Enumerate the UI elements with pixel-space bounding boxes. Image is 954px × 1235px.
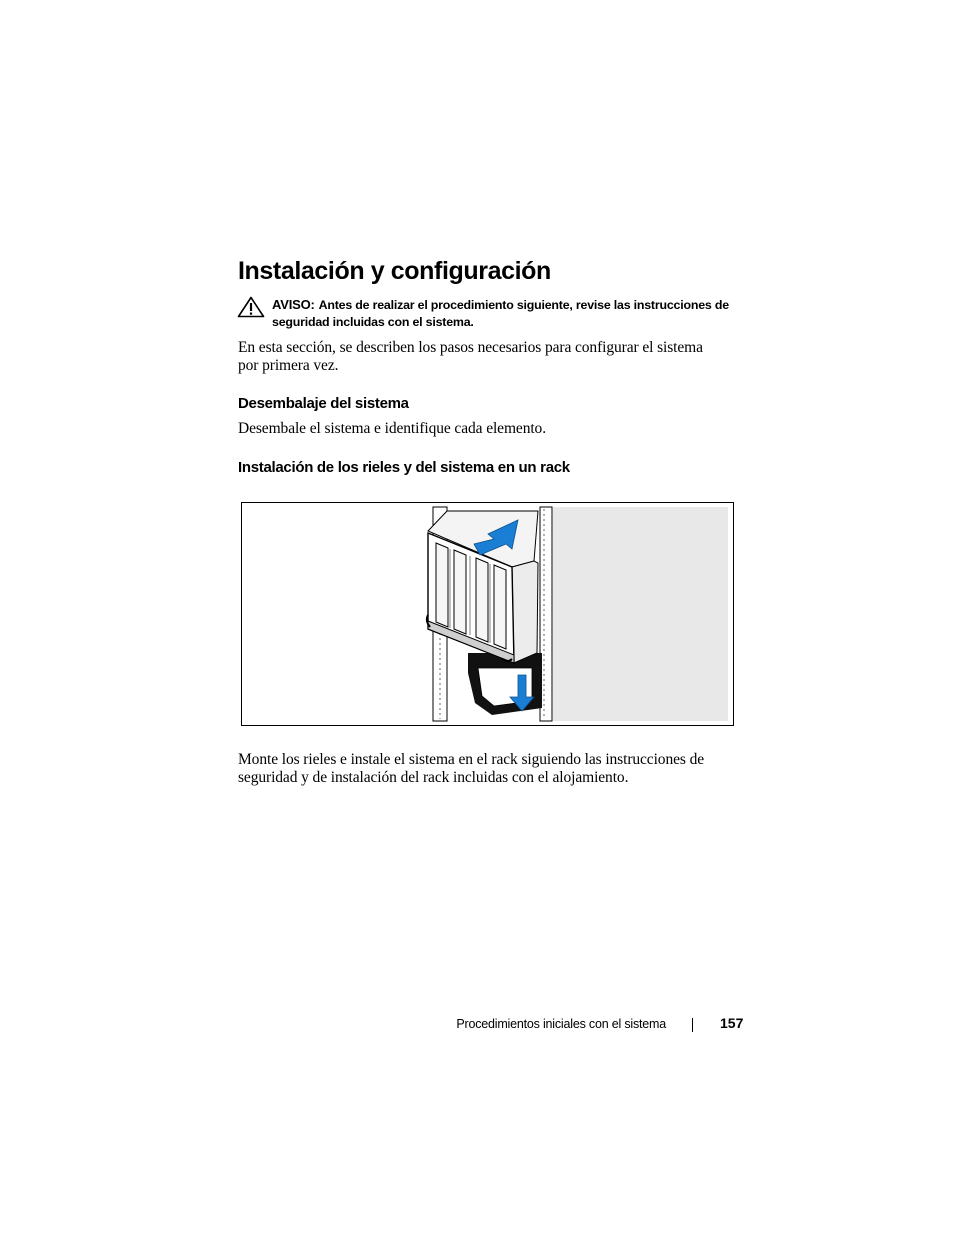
rack-installation-figure [241, 502, 734, 726]
rack-install-paragraph: Monte los rieles e instale el sistema en el rack siguiendo las instrucciones de seguridad y de instalación del rack incluidas con el alojamiento. [238, 751, 705, 786]
page-title: Instalación y configuración [238, 257, 551, 285]
cabinet-side-panel [553, 507, 728, 721]
section-heading-unpacking: Desembalaje del sistema [238, 395, 409, 412]
notice-label: AVISO: [272, 297, 315, 312]
warning-triangle-icon [237, 296, 265, 318]
warning-notice [272, 296, 742, 331]
rack-installation-illustration [242, 503, 733, 725]
footer-separator [692, 1018, 693, 1032]
footer-section-title: Procedimientos iniciales con el sistema [456, 1017, 666, 1031]
unpacking-paragraph: Desembale el sistema e identifique cada elemento. [238, 420, 546, 437]
intro-paragraph: En esta sección, se describen los pasos necesarios para configurar el sistema por primera vez. [238, 339, 703, 374]
section-heading-rack-install: Instalación de los rieles y del sistema en un rack [238, 459, 570, 476]
page-number: 157 [720, 1015, 744, 1031]
notice-text: Antes de realizar el procedimiento siguiente, revise las instrucciones de seguridad incluidas con el sistema. [272, 298, 729, 329]
